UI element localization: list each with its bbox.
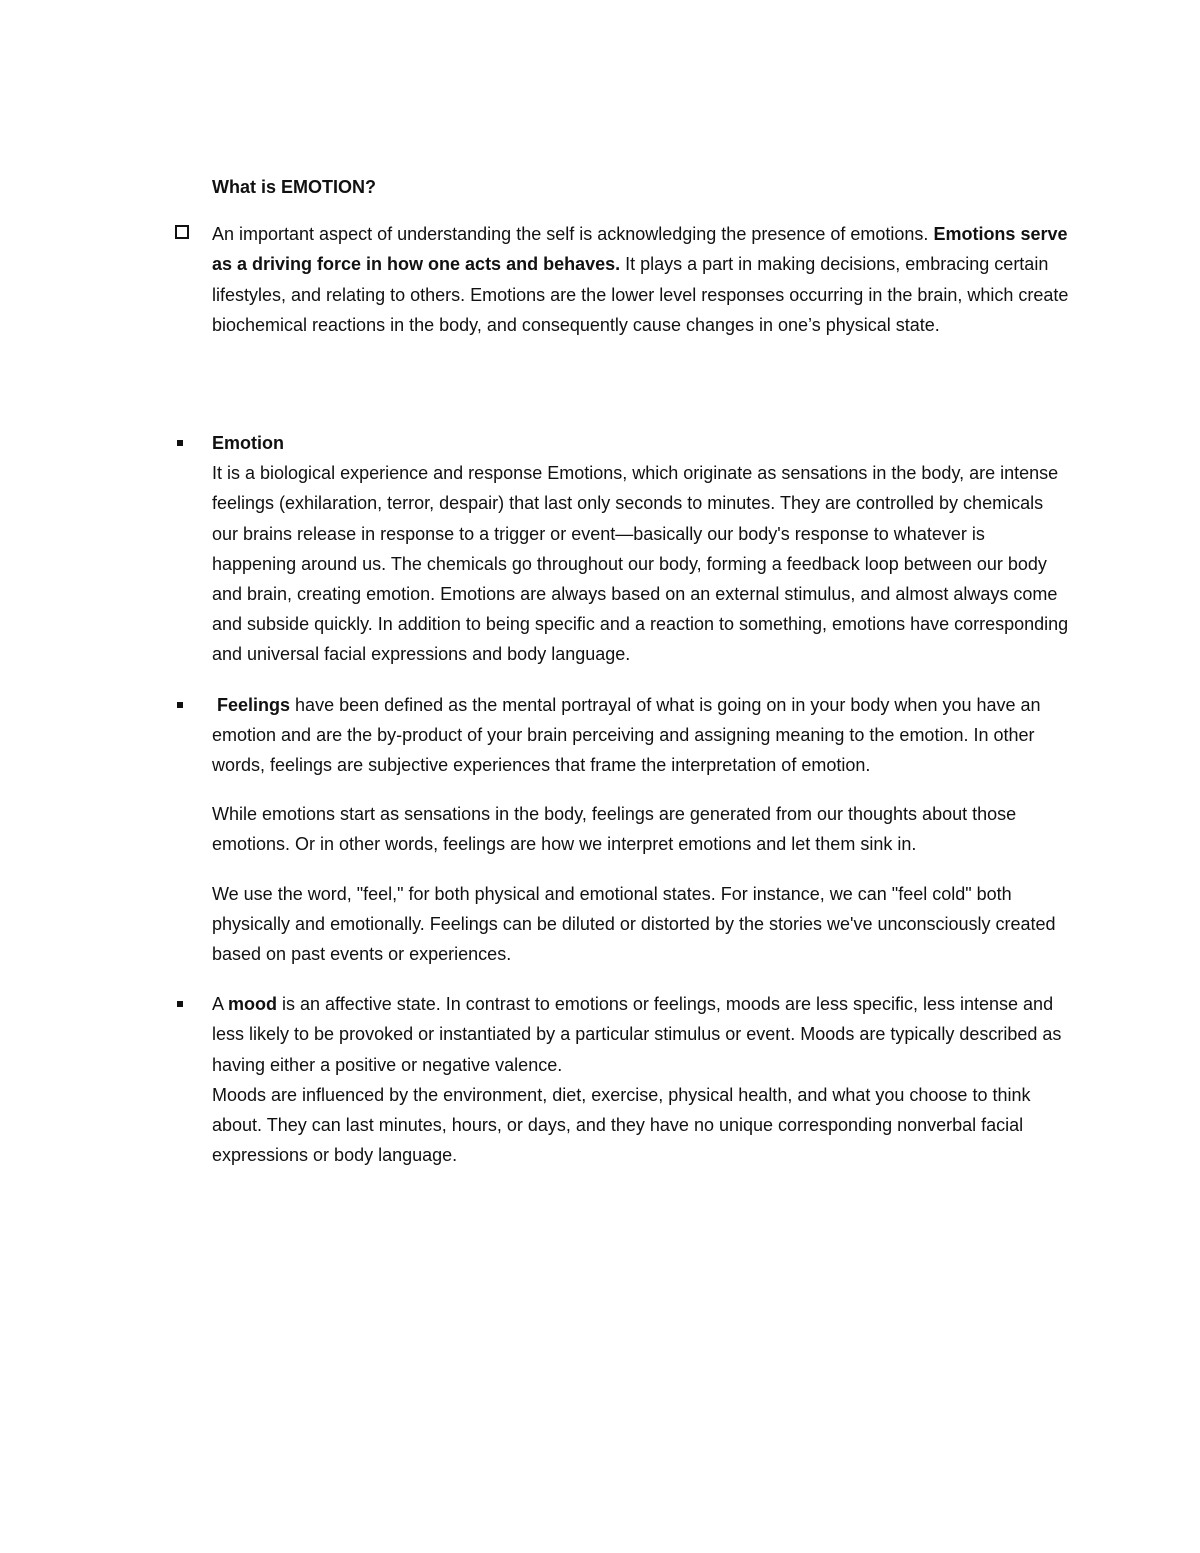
square-bullet-icon: [177, 1001, 183, 1007]
intro-item: [212, 219, 1072, 340]
page-title: What is EMOTION?: [212, 177, 376, 197]
feelings-paragraph-3: We use the word, "feel," for both physical and emotional states. For instance, we can "feel cold" both physically and emotionally. Feelings can be diluted or distorted by the stories we've unconsciously created based on past events or experiences.: [212, 883, 1056, 965]
intro-bold-text: Emotions serve as a driving force in how one acts and behaves.: [212, 224, 1068, 275]
feelings-paragraph-2: While emotions start as sensations in the body, feelings are generated from our thoughts about those emotions. Or in other words, feelings are how we interpret emotions and let them sink in.: [212, 804, 1017, 855]
feelings-paragraph: [212, 690, 1072, 781]
emotion-term-line: [212, 428, 1072, 458]
emotion-definition: It is a biological experience and response Emotions, which originate as sensations in the body, are intense feelings (exhilaration, terror, despair) that last only seconds to minutes. They are controlled by chemicals our brains release in response to a trigger or event—basically our body's response to whatever is happening around us. The chemicals go throughout our body, forming a feedback loop between our body and brain, creating emotion. Emotions are always based on an external stimulus, and almost always come and subside quickly. In addition to being specific and a reaction to something, emotions have corresponding and universal facial expressions and body language.: [212, 463, 1069, 665]
mood-paragraph-2: Moods are influenced by the environment, diet, exercise, physical health, and what you choose to think about. They can last minutes, hours, or days, and they have no unique corresponding nonverbal facial expressions or body language.: [212, 1084, 1031, 1166]
emotion-item: [212, 428, 1072, 670]
intro-paragraph: [212, 219, 1072, 340]
intro-text-1: An important aspect of understanding the self is acknowledging the presence of emotions.: [212, 224, 934, 245]
mood-term: mood: [228, 994, 278, 1015]
feelings-item: [212, 690, 1072, 970]
feelings-term: Feelings: [217, 694, 291, 715]
mood-item: [212, 989, 1072, 1170]
mood-paragraph: [212, 989, 1072, 1080]
square-bullet-icon: [177, 702, 183, 708]
mood-prefix: A: [212, 994, 229, 1015]
emotion-term: Emotion: [212, 433, 284, 454]
document-content: [212, 172, 1072, 1170]
square-bullet-icon: [177, 440, 183, 446]
intro-text-2: It plays a part in making decisions, embracing certain lifestyles, and relating to others. Emotions are the lower level responses occurring in the brain, which create biochemical reactions in the body, and consequently cause changes in one’s physical state.: [212, 254, 1069, 335]
mood-definition: is an affective state. In contrast to emotions or feelings, moods are less specific, less intense and less likely to be provoked or instantiated by a particular stimulus or event. Moods are typically described as having either a positive or negative valence.: [212, 994, 1062, 1075]
checkbox-bullet-icon: [175, 225, 189, 239]
feelings-definition: have been defined as the mental portrayal of what is going on in your body when you have an emotion and are the by-product of your brain perceiving and assigning meaning to the emotion. In other words, feelings are subjective experiences that frame the interpretation of emotion.: [212, 694, 1041, 776]
